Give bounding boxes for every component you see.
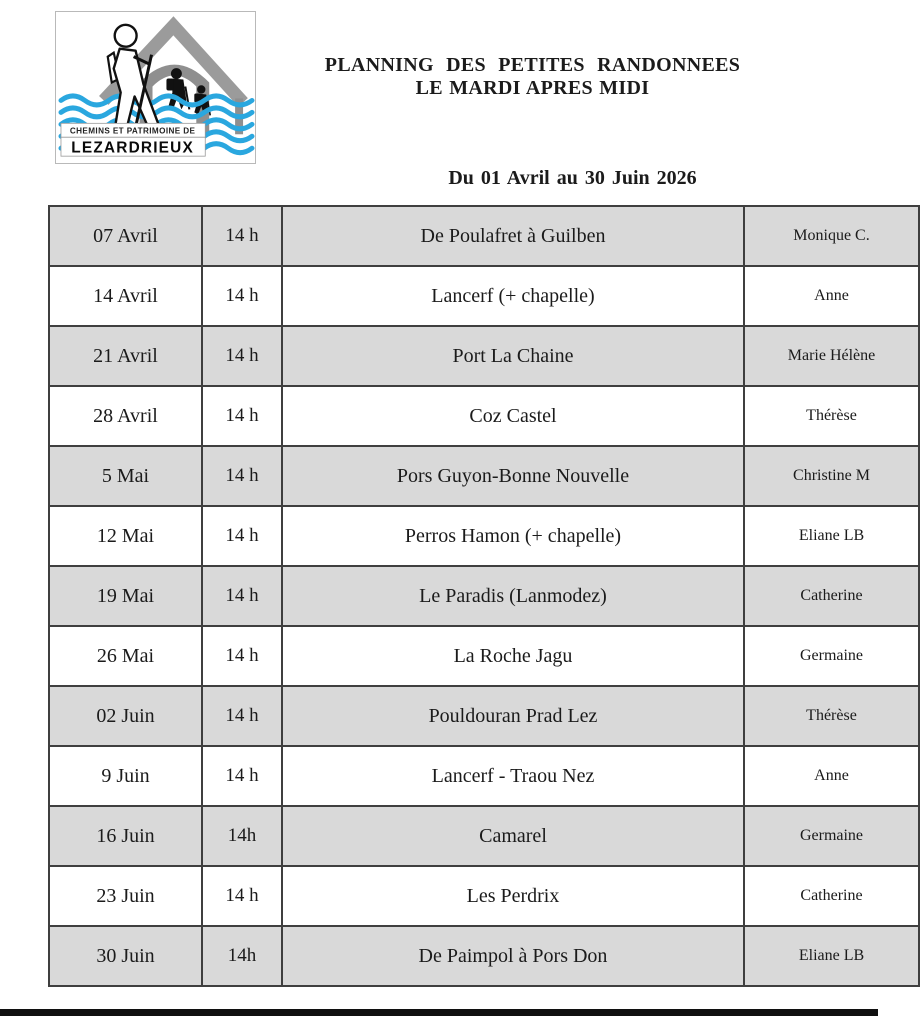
cell-location: Les Perdrix bbox=[282, 866, 744, 926]
cell-location: Pors Guyon-Bonne Nouvelle bbox=[282, 446, 744, 506]
cell-date: 5 Mai bbox=[49, 446, 202, 506]
date-range-title: Du 01 Avril au 30 Juin 2026 bbox=[448, 167, 697, 189]
cell-date: 19 Mai bbox=[49, 566, 202, 626]
table-row bbox=[49, 746, 919, 806]
cell-time: 14 h bbox=[202, 566, 282, 626]
cell-location: Lancerf (+ chapelle) bbox=[282, 266, 744, 326]
table-row bbox=[49, 926, 919, 986]
cell-location: La Roche Jagu bbox=[282, 626, 744, 686]
table-row bbox=[49, 866, 919, 926]
cell-date: 16 Juin bbox=[49, 806, 202, 866]
cell-leader: Christine M bbox=[744, 446, 919, 506]
cell-leader: Thérèse bbox=[744, 386, 919, 446]
cell-location: Camarel bbox=[282, 806, 744, 866]
cell-location: Coz Castel bbox=[282, 386, 744, 446]
cell-time: 14 h bbox=[202, 326, 282, 386]
cell-leader: Catherine bbox=[744, 866, 919, 926]
cell-location: Lancerf - Traou Nez bbox=[282, 746, 744, 806]
cell-date: 9 Juin bbox=[49, 746, 202, 806]
table-row bbox=[49, 446, 919, 506]
page-title bbox=[145, 54, 920, 100]
cell-time: 14 h bbox=[202, 746, 282, 806]
table-row bbox=[49, 266, 919, 326]
cell-date: 02 Juin bbox=[49, 686, 202, 746]
table-row bbox=[49, 566, 919, 626]
logo-text-line1: CHEMINS ET PATRIMOINE DE bbox=[69, 126, 196, 136]
cell-leader: Germaine bbox=[744, 806, 919, 866]
cell-date: 12 Mai bbox=[49, 506, 202, 566]
cell-location: Le Paradis (Lanmodez) bbox=[282, 566, 744, 626]
cell-leader: Eliane LB bbox=[744, 926, 919, 986]
page-title-line1: PLANNING DES PETITES RANDONNEES bbox=[324, 54, 741, 76]
cell-time: 14h bbox=[202, 926, 282, 986]
cell-time: 14 h bbox=[202, 686, 282, 746]
cell-leader: Marie Hélène bbox=[744, 326, 919, 386]
table-row bbox=[49, 326, 919, 386]
table-row bbox=[49, 626, 919, 686]
cell-location: De Paimpol à Pors Don bbox=[282, 926, 744, 986]
cell-time: 14 h bbox=[202, 266, 282, 326]
page-edge-line bbox=[0, 1009, 878, 1016]
planning-table-body bbox=[49, 206, 919, 986]
cell-leader: Anne bbox=[744, 266, 919, 326]
planning-table bbox=[48, 205, 920, 987]
cell-time: 14 h bbox=[202, 446, 282, 506]
cell-leader: Eliane LB bbox=[744, 506, 919, 566]
cell-date: 26 Mai bbox=[49, 626, 202, 686]
page-title-line2: LE MARDI APRES MIDI bbox=[415, 77, 650, 99]
cell-date: 28 Avril bbox=[49, 386, 202, 446]
cell-leader: Catherine bbox=[744, 566, 919, 626]
table-row bbox=[49, 806, 919, 866]
cell-date: 21 Avril bbox=[49, 326, 202, 386]
cell-time: 14 h bbox=[202, 206, 282, 266]
cell-date: 30 Juin bbox=[49, 926, 202, 986]
cell-time: 14 h bbox=[202, 866, 282, 926]
logo-text-band bbox=[61, 123, 205, 156]
cell-date: 07 Avril bbox=[49, 206, 202, 266]
table-row bbox=[49, 506, 919, 566]
cell-leader: Germaine bbox=[744, 626, 919, 686]
cell-time: 14h bbox=[202, 806, 282, 866]
table-row bbox=[49, 206, 919, 266]
cell-date: 14 Avril bbox=[49, 266, 202, 326]
cell-location: Pouldouran Prad Lez bbox=[282, 686, 744, 746]
cell-time: 14 h bbox=[202, 626, 282, 686]
cell-time: 14 h bbox=[202, 506, 282, 566]
cell-location: Perros Hamon (+ chapelle) bbox=[282, 506, 744, 566]
cell-leader: Anne bbox=[744, 746, 919, 806]
table-row bbox=[49, 686, 919, 746]
cell-time: 14 h bbox=[202, 386, 282, 446]
table-row bbox=[49, 386, 919, 446]
cell-date: 23 Juin bbox=[49, 866, 202, 926]
cell-leader: Monique C. bbox=[744, 206, 919, 266]
cell-location: De Poulafret à Guilben bbox=[282, 206, 744, 266]
logo-text-line2: LEZARDRIEUX bbox=[71, 139, 194, 157]
cell-leader: Thérèse bbox=[744, 686, 919, 746]
cell-location: Port La Chaine bbox=[282, 326, 744, 386]
